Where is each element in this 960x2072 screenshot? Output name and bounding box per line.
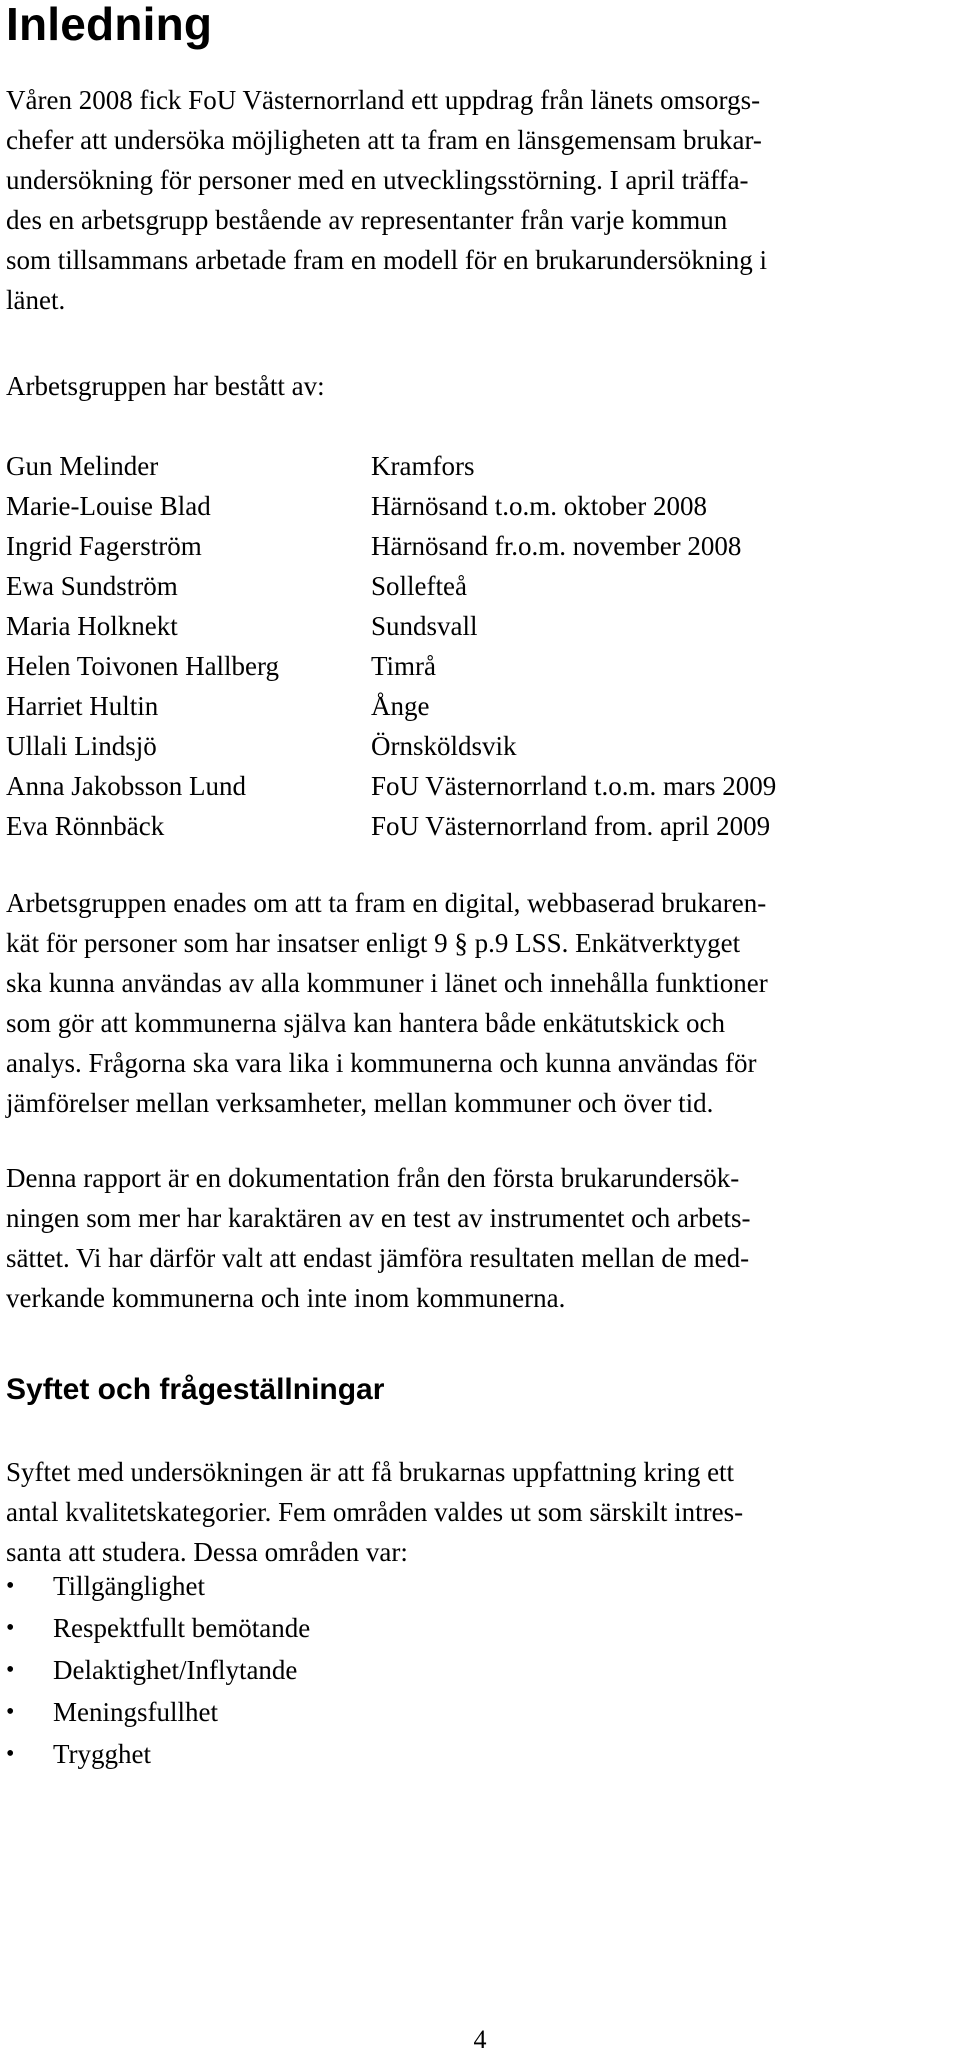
member-name: Helen Toivonen Hallberg — [6, 651, 280, 681]
paragraph-line: länet. — [6, 285, 66, 315]
list-item-label: Tillgänglighet — [53, 1571, 206, 1601]
paragraph-line: santa att studera. Dessa områden var: — [6, 1537, 408, 1567]
paragraph-line: sättet. Vi har därför valt att endast jämföra resultaten mellan de med- — [6, 1243, 750, 1273]
members-intro: Arbetsgruppen har bestått av: — [6, 371, 325, 401]
member-name: Anna Jakobsson Lund — [6, 771, 246, 801]
member-row — [6, 806, 776, 846]
member-row — [6, 486, 776, 526]
list-item-label: Meningsfullhet — [53, 1697, 218, 1727]
member-place: Ånge — [371, 691, 430, 721]
paragraph-line: Arbetsgruppen enades om att ta fram en digital, webbaserad brukaren- — [6, 888, 767, 918]
list-item — [6, 1733, 310, 1775]
member-name: Ingrid Fagerström — [6, 531, 202, 561]
list-item — [6, 1649, 310, 1691]
member-place: FoU Västernorrland t.o.m. mars 2009 — [371, 771, 777, 801]
member-place: Kramfors — [371, 451, 475, 481]
member-row — [6, 646, 776, 686]
report-paragraph — [6, 1158, 956, 1318]
member-row — [6, 686, 776, 726]
bullet-icon: • — [6, 1741, 15, 1767]
paragraph-line: ningen som mer har karaktären av en test av instrumentet och arbets- — [6, 1203, 751, 1233]
paragraph-line: som gör att kommunerna själva kan hantera både enkätutskick och — [6, 1008, 726, 1038]
member-row — [6, 766, 776, 806]
member-place: Timrå — [371, 651, 437, 681]
member-place: FoU Västernorrland from. april 2009 — [371, 811, 771, 841]
member-place: Sollefteå — [371, 571, 467, 601]
member-name: Gun Melinder — [6, 451, 159, 481]
paragraph-line: ska kunna användas av alla kommuner i länet och innehålla funktioner — [6, 968, 768, 998]
paragraph-line: analys. Frågorna ska vara lika i kommunerna och kunna användas för — [6, 1048, 757, 1078]
bullet-icon: • — [6, 1657, 15, 1683]
list-item-label: Trygghet — [53, 1739, 152, 1769]
list-item — [6, 1691, 310, 1733]
member-name: Ullali Lindsjö — [6, 731, 157, 761]
bullet-icon: • — [6, 1573, 15, 1599]
member-row — [6, 446, 776, 486]
areas-list — [6, 1565, 310, 1775]
member-name: Harriet Hultin — [6, 691, 159, 721]
paragraph-line: undersökning för personer med en utvecklingsstörning. I april träffa- — [6, 165, 749, 195]
member-name: Eva Rönnbäck — [6, 811, 165, 841]
list-item-label: Respektfullt bemötande — [53, 1613, 311, 1643]
member-place: Härnösand fr.o.m. november 2008 — [371, 531, 742, 561]
member-name: Maria Holknekt — [6, 611, 178, 641]
list-item — [6, 1565, 310, 1607]
survey-paragraph — [6, 883, 956, 1123]
member-name: Marie-Louise Blad — [6, 491, 211, 521]
member-place: Sundsvall — [371, 611, 478, 641]
paragraph-line: jämförelser mellan verksamheter, mellan kommuner och över tid. — [6, 1088, 714, 1118]
paragraph-line: Denna rapport är en dokumentation från den första brukarundersök- — [6, 1163, 740, 1193]
member-row — [6, 566, 776, 606]
member-place: Härnösand t.o.m. oktober 2008 — [371, 491, 707, 521]
section-heading: Inledning — [6, 0, 213, 50]
member-place: Örnsköldsvik — [371, 731, 517, 761]
members-list — [6, 446, 776, 846]
intro-paragraph — [6, 80, 956, 320]
paragraph-line: som tillsammans arbetade fram en modell för en brukarundersökning i — [6, 245, 768, 275]
purpose-paragraph — [6, 1452, 956, 1572]
member-row — [6, 526, 776, 566]
paragraph-line: Syftet med undersökningen är att få brukarnas uppfattning kring ett — [6, 1457, 735, 1487]
page-number: 4 — [473, 2025, 487, 2054]
bullet-icon: • — [6, 1699, 15, 1725]
list-item — [6, 1607, 310, 1649]
paragraph-line: Våren 2008 fick FoU Västernorrland ett uppdrag från länets omsorgs- — [6, 85, 761, 115]
paragraph-line: des en arbetsgrupp bestående av representanter från varje kommun — [6, 205, 728, 235]
bullet-icon: • — [6, 1615, 15, 1641]
list-item-label: Delaktighet/Inflytande — [53, 1655, 298, 1685]
paragraph-line: antal kvalitetskategorier. Fem områden valdes ut som särskilt intres- — [6, 1497, 744, 1527]
member-name: Ewa Sundström — [6, 571, 178, 601]
member-row — [6, 606, 776, 646]
member-row — [6, 726, 776, 766]
paragraph-line: kät för personer som har insatser enligt 9 § p.9 LSS. Enkätverktyget — [6, 928, 741, 958]
paragraph-line: verkande kommunerna och inte inom kommunerna. — [6, 1283, 566, 1313]
paragraph-line: chefer att undersöka möjligheten att ta fram en länsgemensam brukar- — [6, 125, 762, 155]
subsection-heading: Syftet och frågeställningar — [6, 1373, 385, 1406]
